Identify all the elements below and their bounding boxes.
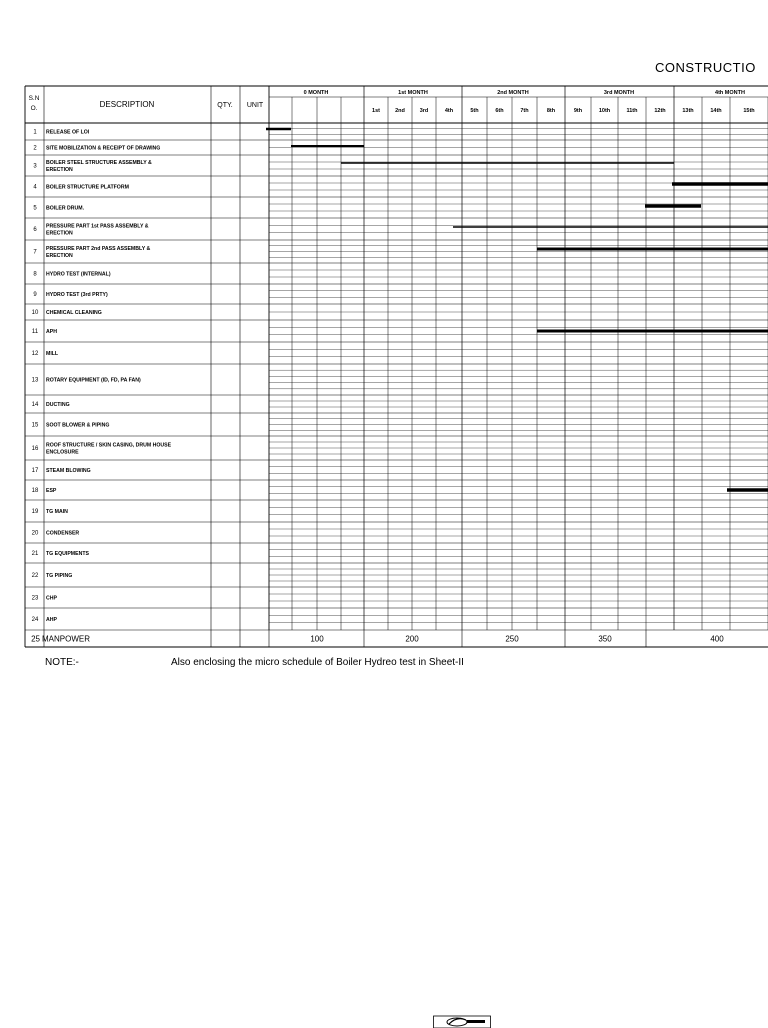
week-header: 7th [520,108,529,114]
week-header: 13th [682,108,694,114]
row-description: ROOF STRUCTURE / SKIN CASING, DRUM HOUSE [46,442,172,449]
week-header: 15th [743,108,755,114]
month-header: 2nd MONTH [497,90,529,96]
manpower-sn: 25 [31,634,40,644]
week-header: 11th [626,108,638,114]
month-header: 1st MONTH [398,90,428,96]
row-sn: 17 [31,468,39,474]
week-header: 10th [598,108,611,114]
row-description: RELEASE OF LOI [46,129,90,136]
week-header: 9th [573,108,583,114]
header-qty: QTY. [217,102,233,109]
row-sn: 13 [31,377,39,384]
row-description: HYDRO TEST (INTERNAL) [46,271,111,278]
row-description: CONDENSER [46,530,80,537]
row-description: TG EQUIPMENTS [46,551,89,557]
manpower-value: 350 [598,634,612,644]
row-sn: 15 [31,422,39,429]
row-description: TG PIPING [46,573,73,579]
note-label: NOTE:- [45,657,79,668]
week-header: 1st [372,108,380,114]
week-header: 6th [495,108,504,114]
row-sn: 3 [33,163,37,170]
row-sn: 10 [31,310,39,316]
row-sn: 12 [31,351,39,357]
row-description: MILL [46,351,59,357]
row-description: ERECTION [46,253,73,259]
row-description: SOOT BLOWER & PIPING [46,422,110,429]
row-description: BOILER STRUCTURE PLATFORM [46,184,129,191]
header-description: DESCRIPTION [99,100,155,109]
row-description: BOILER STEEL STRUCTURE ASSEMBLY & [46,160,152,166]
row-sn: 19 [31,509,39,515]
row-description: BOILER DRUM. [46,205,85,212]
row-description: HYDRO TEST (3rd PRTY) [46,292,108,298]
manpower-label: MANPOWER [42,634,90,644]
month-header: 3rd MONTH [603,90,635,96]
week-header: 12th [654,108,666,114]
week-header: 3rd [419,108,429,114]
document-title: CONSTRUCTIO [655,60,756,75]
month-header: 0 MONTH [303,90,329,96]
week-header: 2nd [395,108,405,114]
row-sn: 24 [31,617,39,623]
manpower-value: 250 [505,634,519,644]
row-sn: 4 [33,184,37,191]
week-header: 4th [444,108,454,114]
header-sn: O. [30,105,38,112]
manpower-value: 200 [405,634,419,644]
row-sn: 11 [31,329,39,335]
row-description: AHP [46,617,57,623]
row-sn: 18 [31,488,39,494]
row-description: PRESSURE PART 2nd PASS ASSEMBLY & [46,246,151,252]
row-description: ROTARY EQUIPMENT (ID, FD, PA FAN) [46,377,141,384]
row-sn: 14 [31,402,39,408]
row-description: ERECTION [46,167,73,173]
row-description: TG MAIN [46,509,68,515]
row-sn: 1 [33,129,37,136]
company-logo [433,1014,491,1028]
month-header: 4th MONTH [715,90,745,96]
manpower-value: 400 [710,634,724,644]
row-description: DUCTING [46,402,70,408]
week-header: 5th [470,108,479,114]
row-sn: 6 [33,227,37,233]
row-sn: 16 [31,446,39,452]
week-header: 14th [710,108,722,114]
row-sn: 9 [33,292,37,298]
row-sn: 20 [31,530,39,537]
row-sn: 21 [31,551,39,557]
row-sn: 7 [33,249,37,256]
row-sn: 8 [33,271,37,278]
week-header: 8th [546,108,556,114]
row-description: ESP [46,488,57,494]
row-description: STEAM BLOWING [46,468,91,474]
manpower-value: 100 [310,634,324,644]
row-description: SITE MOBILIZATION & RECEIPT OF DRAWING [46,145,161,152]
header-sn: S.N [28,95,40,102]
row-description: APH [46,329,57,335]
row-description: ERECTION [46,230,73,237]
row-description: ENCLOSURE [46,449,79,456]
row-sn: 5 [33,205,37,212]
note-text: Also enclosing the micro schedule of Boiler Hydreo test in Sheet-II [171,657,464,668]
row-sn: 2 [33,145,37,152]
row-sn: 23 [31,595,39,602]
header-unit: UNIT [246,102,264,109]
row-description: CHEMICAL CLEANING [46,310,102,316]
row-description: CHP [46,595,57,602]
row-description: PRESSURE PART 1st PASS ASSEMBLY & [46,223,149,230]
row-sn: 22 [31,573,39,579]
